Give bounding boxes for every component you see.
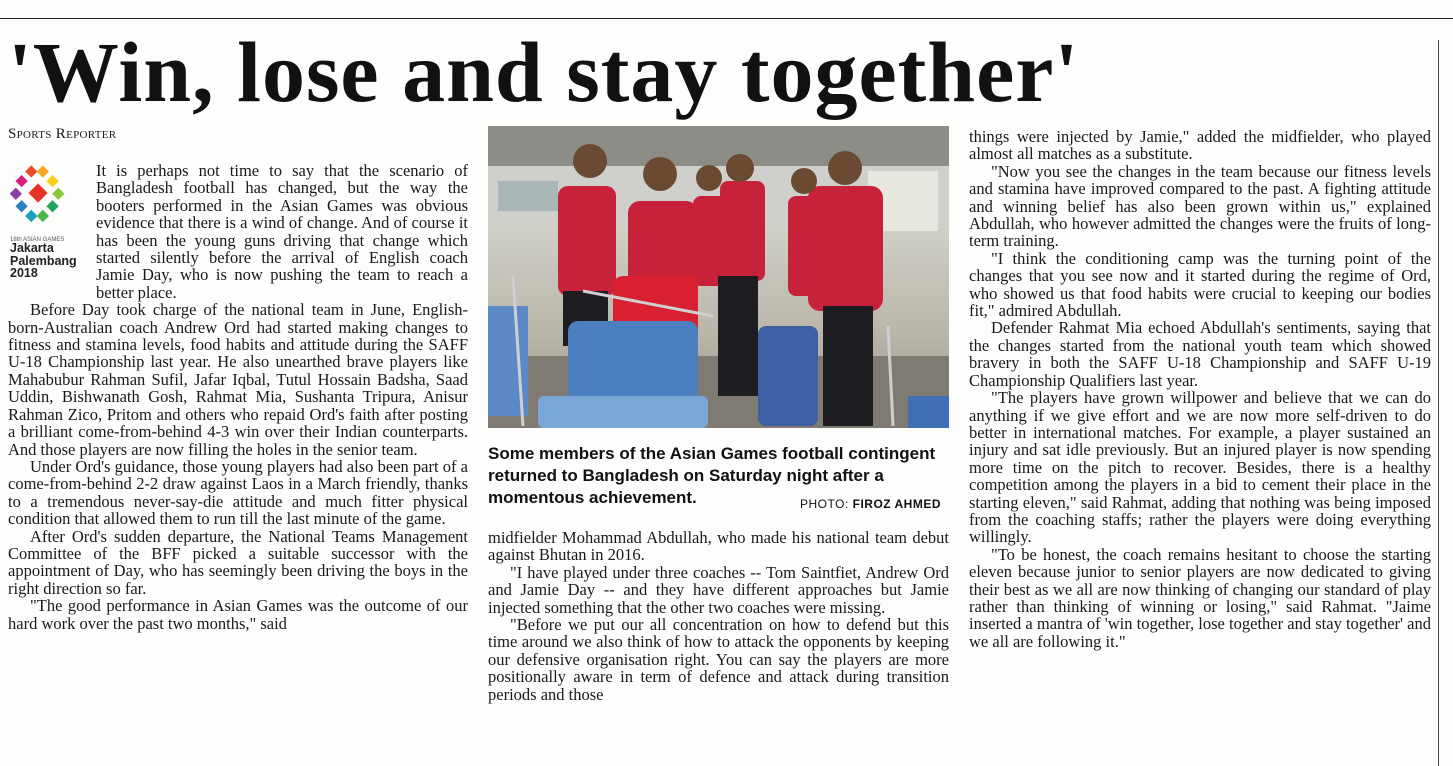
paragraph: It is perhaps not time to say that the scenario of Bangladesh football has changed, but the way the booters performed in the Asian Games was obvious evidence that there is a wind of change. And of course it has been the young guns driving that change which started silently before the arrival of English coach Jamie Day, who is now pushing the team to reach a better place. — [96, 161, 468, 302]
paragraph: Under Ord's guidance, those young players had also been part of a come-from-behind 2-2 draw against Laos in a March friendly, thanks to a tremendous never-say-die attitude and much fitter physical condition that allowed them to run till the last minute of the game. — [8, 456, 468, 529]
paragraph: "Before we put our all concentration on how to defend but this time around we also think of how to attack the opponents by keeping our defensive organisation right. You can say the players are more positionally aware in term of defence and attack during transition periods and those — [488, 615, 949, 704]
paragraph: Before Day took charge of the national team in June, English-born-Australian coach Andrew Ord had started making changes to fitness and stamina levels, food habits and attitude during the SAFF U-18 Championship last year. He also unearthed brave players like Mahabubur Rahman Sufil, Jafar Iqbal, Tutul Hossain Badsha, Saad Uddin, Bishwanath Gosh, Rahmat Mia, Sushanta Tripura, Anisur Rahman Zico, Pritom and others who repaid Ord's faith after posting a brilliant come-from-behind 4-3 win over their Indian counterparts. And those players are now filling the holes in the senior team. — [8, 300, 468, 459]
article-column-1 — [8, 162, 468, 632]
players-illustration — [488, 126, 949, 428]
paragraph: "I think the conditioning camp was the turning point of the changes that you see now and it started during the regime of Ord, who showed us that food habits were crucial to keeping our bodies fit," admired Abdullah. — [969, 248, 1431, 321]
logo-wordmark: Jakarta Palembang 2018 — [10, 241, 77, 280]
paragraph: things were injected by Jamie," added the midfielder, who played almost all matches as a substitute. — [969, 127, 1431, 164]
byline: Sports Reporter — [8, 126, 117, 142]
article-column-3 — [969, 128, 1431, 650]
logo-caption: 18th ASIAN GAMES — [10, 237, 65, 243]
article-column-2 — [488, 529, 949, 703]
asian-games-emblem-icon — [10, 164, 68, 224]
team-photo — [488, 126, 949, 428]
paragraph: "To be honest, the coach remains hesitant to choose the starting eleven because junior to senior players are now dedicated to giving their best as we all are now thinking of changing our standard of play rather than thinking of winning or losing," said Rahmat. "Jaime inserted a mantra of 'win together, lose together and stay together' and we all are following it." — [969, 544, 1431, 651]
column-rule — [1438, 40, 1439, 766]
paragraph: "The players have grown willpower and believe that we can do anything if we give effort and we are now more self-driven to do better in international matches. For example, a player sustained an injury and sat idle previously. But an injured player is now spending more time on the pitch to recover. Besides, there is a healthy competition among the players in a bid to cement their place in the starting eleven," said Rahmat, adding that nothing was being imposed from the coaching staffs; rather the players were doing everything willingly. — [969, 388, 1431, 547]
paragraph: Defender Rahmat Mia echoed Abdullah's sentiments, saying that the changes started from the national youth team which showed bravery in both the SAFF U-18 Championship and SAFF U-19 Championship Qualifiers last year. — [969, 318, 1431, 390]
headline: 'Win, lose and stay together' — [8, 24, 1080, 120]
paragraph: "Now you see the changes in the team because our fitness levels and stamina have improved compared to the past. A fighting attitude and winning belief has also been grown within us," explained Abdullah, who however admitted the changes were the fruits of long-term training. — [969, 161, 1431, 251]
paragraph: After Ord's sudden departure, the National Teams Management Committee of the BFF picked a suitable successor with the appointment of Day, who has seemingly been driving the boys in the right direction so far. — [8, 526, 468, 598]
asian-games-logo — [8, 162, 88, 290]
paragraph: "The good performance in Asian Games was the outcome of our hard work over the past two months," said — [8, 596, 468, 633]
paragraph: midfielder Mohammad Abdullah, who made his national team debut against Bhutan in 2016. — [488, 528, 949, 565]
top-rule — [0, 18, 1453, 19]
photo-credit: PHOTO: FIROZ AHMED — [800, 497, 942, 511]
paragraph: "I have played under three coaches -- Tom Saintfiet, Andrew Ord and Jamie Day -- and they have different approaches but Jamie injected something that the other two coaches were missing. — [488, 562, 949, 617]
photo-caption: Some members of the Asian Games football contingent returned to Bangladesh on Saturday night after a momentous achievement. — [488, 444, 936, 507]
